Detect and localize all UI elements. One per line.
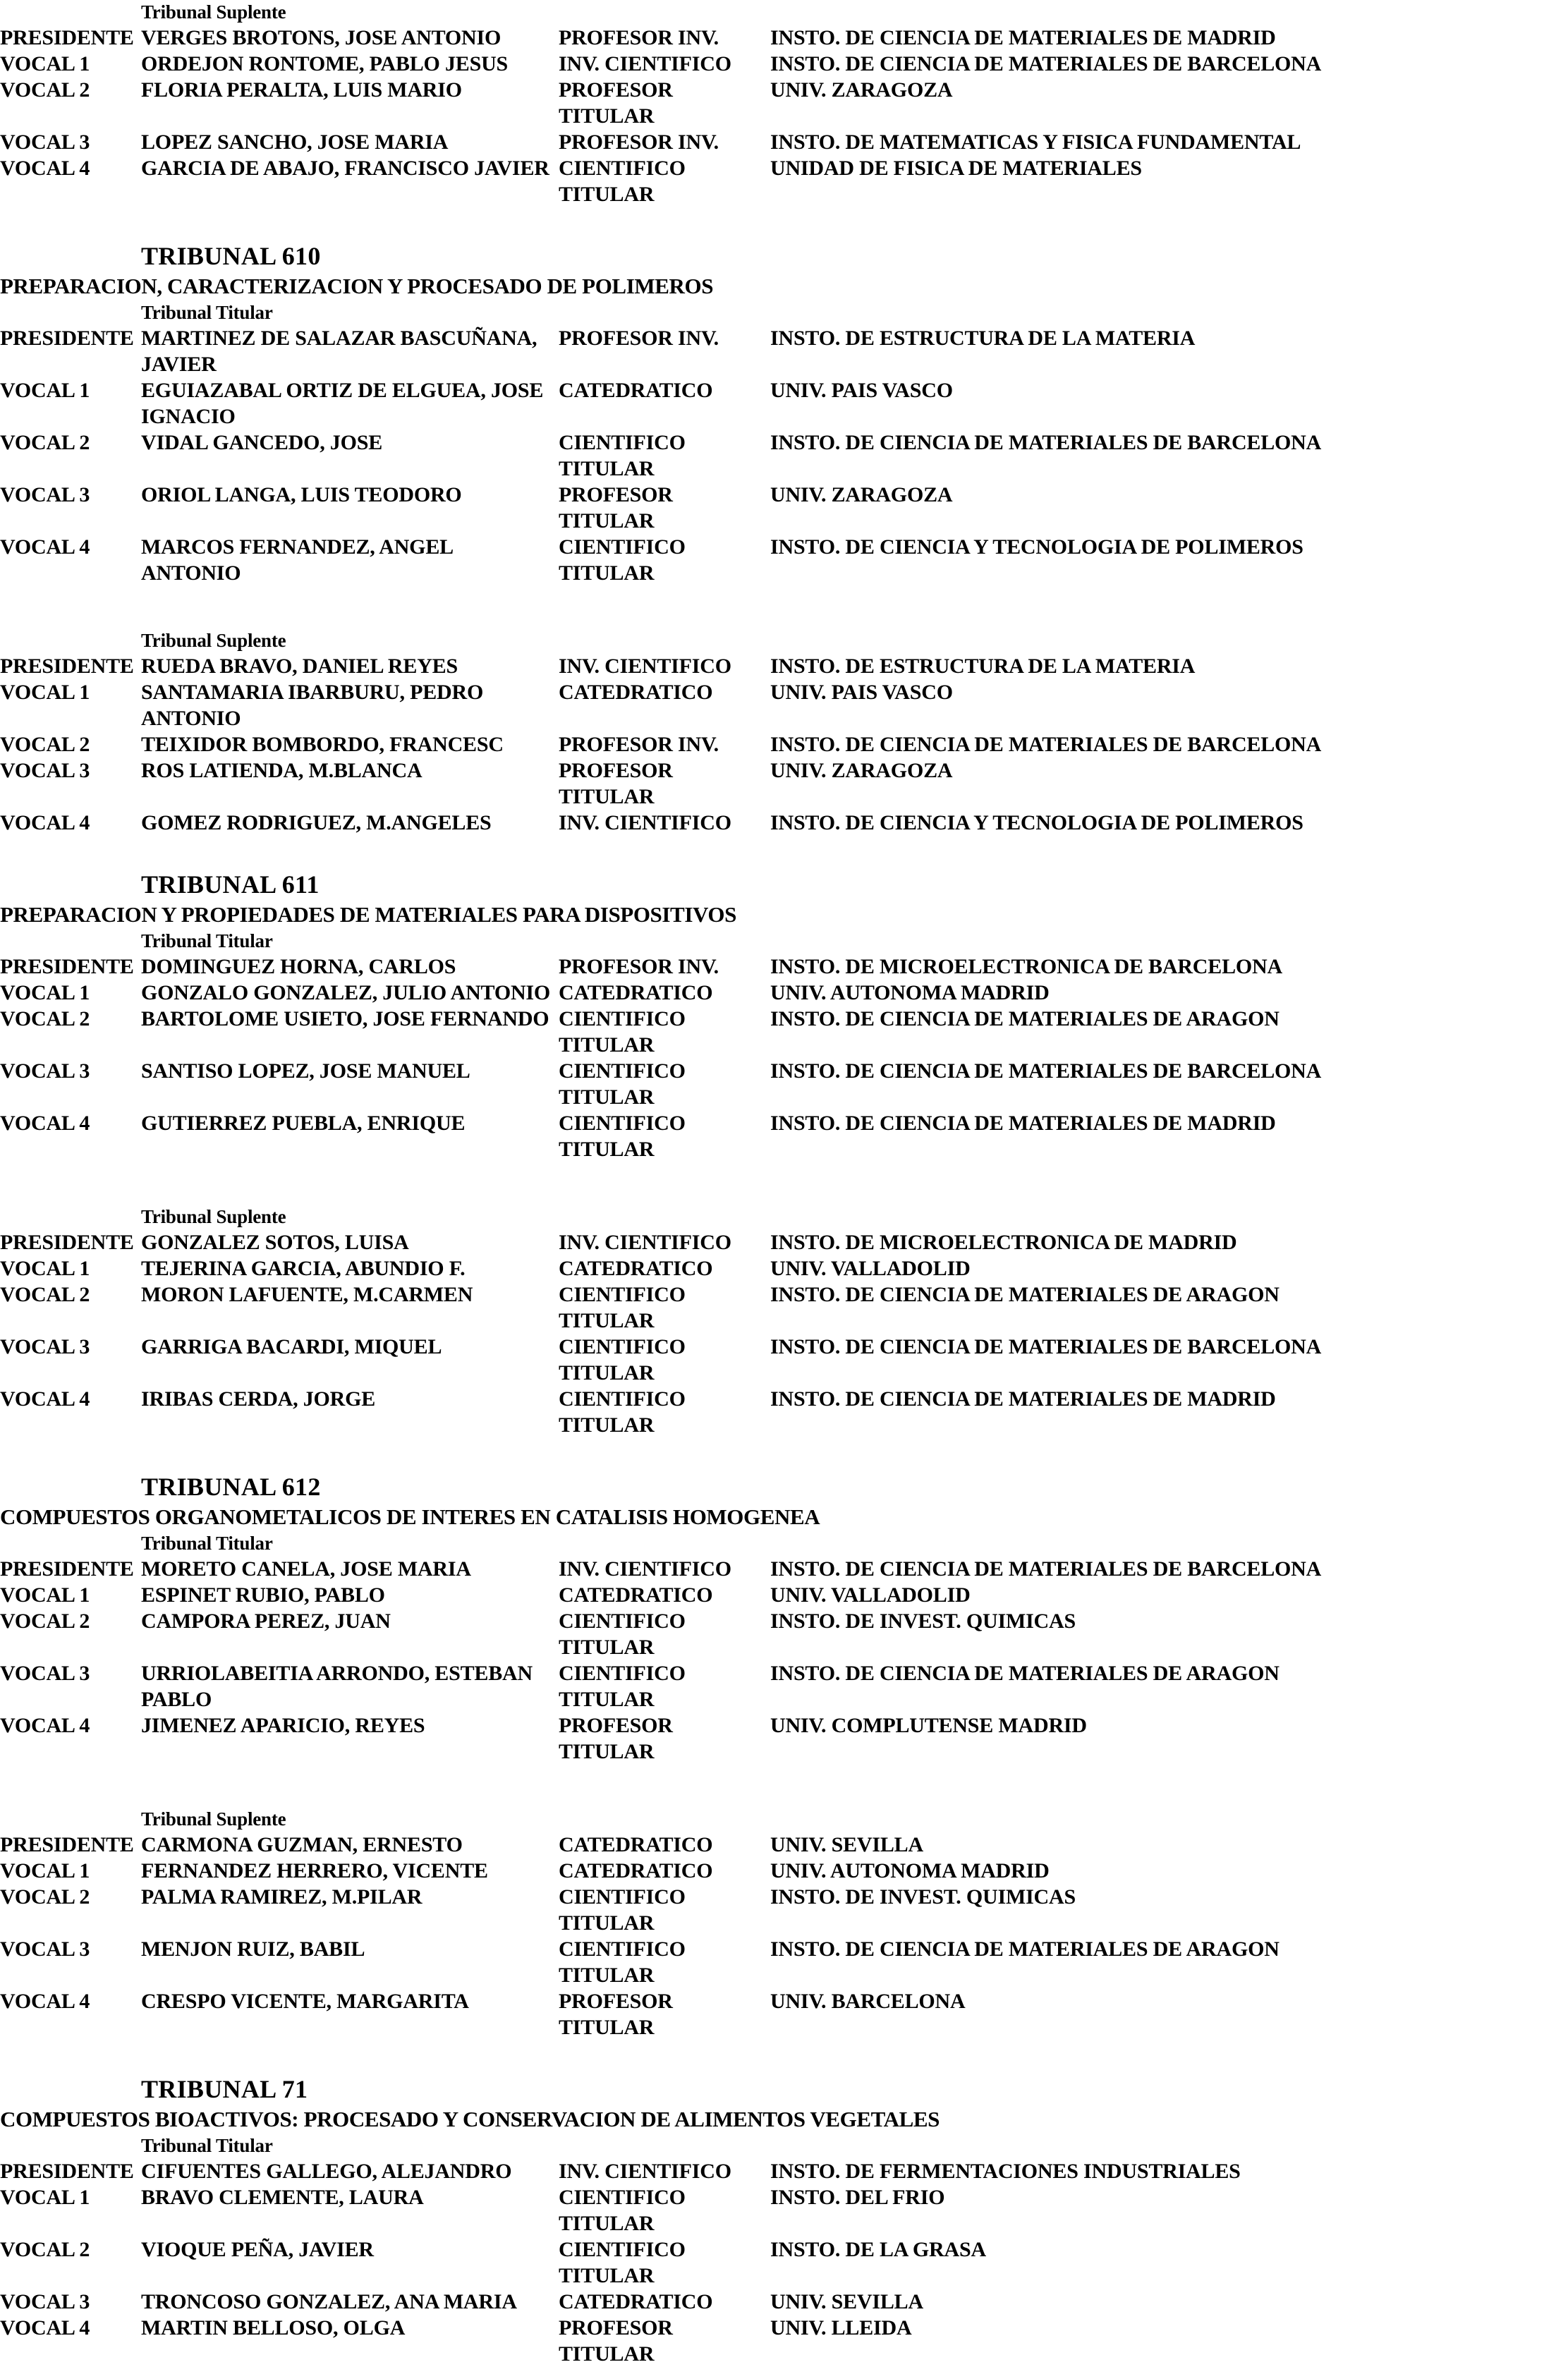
member-name: BRAVO CLEMENTE, LAURA bbox=[141, 2186, 424, 2209]
member-category: CATEDRATICO bbox=[559, 2290, 713, 2313]
member-name: SANTAMARIA IBARBURU, PEDRO ANTONIO bbox=[141, 681, 484, 730]
member-row bbox=[0, 810, 1568, 836]
spacer-between-tribunals bbox=[0, 2040, 1568, 2073]
member-category: CIENTIFICO TITULAR bbox=[559, 157, 686, 206]
member-name: ROS LATIENDA, M.BLANCA bbox=[141, 759, 423, 782]
member-category: CATEDRATICO bbox=[559, 681, 713, 704]
member-category: PROFESOR TITULAR bbox=[559, 2316, 673, 2366]
member-row bbox=[0, 1110, 1568, 1162]
member-institution: INSTO. DE CIENCIA DE MATERIALES DE ARAGON bbox=[770, 1007, 1280, 1030]
tribunal-subject: COMPUESTOS BIOACTIVOS: PROCESADO Y CONSERVACION DE ALIMENTOS VEGETALES bbox=[0, 2107, 940, 2131]
member-role: VOCAL 1 bbox=[0, 2186, 90, 2209]
member-role: PRESIDENTE bbox=[0, 26, 134, 49]
member-name: GARRIGA BACARDI, MIQUEL bbox=[141, 1335, 442, 1358]
member-role: VOCAL 3 bbox=[0, 1335, 90, 1358]
member-institution: INSTO. DE ESTRUCTURA DE LA MATERIA bbox=[770, 655, 1196, 678]
member-role: VOCAL 2 bbox=[0, 1007, 90, 1030]
member-row bbox=[0, 954, 1568, 980]
member-category: CIENTIFICO TITULAR bbox=[559, 1112, 686, 1161]
member-name: ORDEJON RONTOME, PABLO JESUS bbox=[141, 52, 509, 75]
member-institution: INSTO. DE FERMENTACIONES INDUSTRIALES bbox=[770, 2160, 1241, 2183]
member-name: JIMENEZ APARICIO, REYES bbox=[141, 1714, 425, 1737]
member-category: CATEDRATICO bbox=[559, 981, 713, 1004]
member-institution: UNIV. ZARAGOZA bbox=[770, 78, 953, 102]
member-institution: INSTO. DE CIENCIA DE MATERIALES DE ARAGON bbox=[770, 1662, 1280, 1685]
tribunal-title: TRIBUNAL 610 bbox=[141, 242, 321, 270]
member-name: EGUIAZABAL ORTIZ DE ELGUEA, JOSE IGNACIO bbox=[141, 379, 544, 428]
member-category: CIENTIFICO TITULAR bbox=[559, 535, 686, 585]
spacer-between-tribunals bbox=[0, 1438, 1568, 1471]
member-category: CIENTIFICO TITULAR bbox=[559, 1335, 686, 1385]
member-category: PROFESOR TITULAR bbox=[559, 1990, 673, 2039]
member-row bbox=[0, 1832, 1568, 1858]
member-row bbox=[0, 679, 1568, 731]
member-role: PRESIDENTE bbox=[0, 1557, 134, 1581]
member-institution: UNIDAD DE FISICA DE MATERIALES bbox=[770, 157, 1142, 180]
member-institution: INSTO. DE CIENCIA DE MATERIALES DE BARCELONA bbox=[770, 1557, 1322, 1581]
member-role: PRESIDENTE bbox=[0, 955, 134, 978]
member-row bbox=[0, 1255, 1568, 1282]
member-row bbox=[0, 1229, 1568, 1255]
member-category: PROFESOR INV. bbox=[559, 130, 719, 154]
member-category: CIENTIFICO TITULAR bbox=[559, 1283, 686, 1332]
member-name: LOPEZ SANCHO, JOSE MARIA bbox=[141, 130, 449, 154]
member-category: CIENTIFICO TITULAR bbox=[559, 1059, 686, 1109]
member-role: VOCAL 3 bbox=[0, 2290, 90, 2313]
member-name: GOMEZ RODRIGUEZ, M.ANGELES bbox=[141, 811, 492, 834]
member-category: CATEDRATICO bbox=[559, 1833, 713, 1856]
member-category: CIENTIFICO TITULAR bbox=[559, 2238, 686, 2287]
member-institution: UNIV. SEVILLA bbox=[770, 1833, 923, 1856]
member-row bbox=[0, 377, 1568, 430]
member-category: INV. CIENTIFICO bbox=[559, 2160, 731, 2183]
member-institution: INSTO. DE LA GRASA bbox=[770, 2238, 986, 2261]
tribunal-title: TRIBUNAL 612 bbox=[141, 1473, 321, 1501]
member-name: CARMONA GUZMAN, ERNESTO bbox=[141, 1833, 463, 1856]
tribunal-section bbox=[0, 1471, 1568, 2040]
member-name: MORON LAFUENTE, M.CARMEN bbox=[141, 1283, 473, 1306]
member-institution: INSTO. DEL FRIO bbox=[770, 2186, 945, 2209]
member-institution: INSTO. DE CIENCIA DE MATERIALES DE BARCELONA bbox=[770, 52, 1322, 75]
member-name: GUTIERREZ PUEBLA, ENRIQUE bbox=[141, 1112, 466, 1135]
member-institution: UNIV. COMPLUTENSE MADRID bbox=[770, 1714, 1087, 1737]
member-name: GONZALO GONZALEZ, JULIO ANTONIO bbox=[141, 981, 551, 1004]
member-row bbox=[0, 77, 1568, 129]
tribunal-subject: PREPARACION, CARACTERIZACION Y PROCESADO DE POLIMEROS bbox=[0, 274, 714, 298]
member-row bbox=[0, 1386, 1568, 1438]
tribunal-section bbox=[0, 2073, 1568, 2367]
member-role: VOCAL 3 bbox=[0, 1662, 90, 1685]
member-category: CATEDRATICO bbox=[559, 1859, 713, 1882]
member-role: PRESIDENTE bbox=[0, 1231, 134, 1254]
member-row bbox=[0, 129, 1568, 155]
member-role: VOCAL 4 bbox=[0, 2316, 90, 2339]
member-name: CIFUENTES GALLEGO, ALEJANDRO bbox=[141, 2160, 512, 2183]
member-role: PRESIDENTE bbox=[0, 327, 134, 350]
member-row bbox=[0, 2158, 1568, 2184]
member-row bbox=[0, 155, 1568, 207]
member-row bbox=[0, 757, 1568, 810]
member-name: ESPINET RUBIO, PABLO bbox=[141, 1583, 385, 1607]
top-panel bbox=[0, 0, 1568, 207]
member-row bbox=[0, 2184, 1568, 2237]
member-row bbox=[0, 51, 1568, 77]
member-name: URRIOLABEITIA ARRONDO, ESTEBAN PABLO bbox=[141, 1662, 533, 1711]
member-name: MARTIN BELLOSO, OLGA bbox=[141, 2316, 406, 2339]
spacer-between-tribunals bbox=[0, 836, 1568, 868]
member-role: VOCAL 1 bbox=[0, 1257, 90, 1280]
member-institution: INSTO. DE MICROELECTRONICA DE BARCELONA bbox=[770, 955, 1282, 978]
member-name: MARCOS FERNANDEZ, ANGEL ANTONIO bbox=[141, 535, 453, 585]
member-category: INV. CIENTIFICO bbox=[559, 1557, 731, 1581]
member-row bbox=[0, 1582, 1568, 1608]
member-name: MARTINEZ DE SALAZAR BASCUÑANA, JAVIER bbox=[141, 327, 537, 376]
member-row bbox=[0, 731, 1568, 757]
panel-label-titular: Tribunal Titular bbox=[141, 2135, 273, 2156]
tribunal-title: TRIBUNAL 611 bbox=[141, 870, 320, 899]
member-name: MORETO CANELA, JOSE MARIA bbox=[141, 1557, 471, 1581]
member-institution: INSTO. DE MICROELECTRONICA DE MADRID bbox=[770, 1231, 1237, 1254]
member-role: VOCAL 2 bbox=[0, 1610, 90, 1633]
panel-label-suplente: Tribunal Suplente bbox=[141, 630, 286, 651]
member-role: VOCAL 2 bbox=[0, 733, 90, 756]
member-name: GONZALEZ SOTOS, LUISA bbox=[141, 1231, 409, 1254]
member-institution: UNIV. BARCELONA bbox=[770, 1990, 966, 2013]
member-institution: INSTO. DE CIENCIA DE MATERIALES DE BARCELONA bbox=[770, 1335, 1322, 1358]
member-institution: INSTO. DE INVEST. QUIMICAS bbox=[770, 1885, 1076, 1909]
member-role: VOCAL 3 bbox=[0, 1059, 90, 1083]
member-category: PROFESOR INV. bbox=[559, 327, 719, 350]
member-name: FLORIA PERALTA, LUIS MARIO bbox=[141, 78, 462, 102]
member-institution: INSTO. DE CIENCIA DE MATERIALES DE BARCELONA bbox=[770, 733, 1322, 756]
panel-label-titular: Tribunal Titular bbox=[141, 930, 273, 951]
member-row bbox=[0, 2289, 1568, 2315]
member-row bbox=[0, 2315, 1568, 2367]
member-category: PROFESOR INV. bbox=[559, 26, 719, 49]
member-row bbox=[0, 1936, 1568, 1988]
member-row bbox=[0, 430, 1568, 482]
member-row bbox=[0, 25, 1568, 51]
member-name: IRIBAS CERDA, JORGE bbox=[141, 1387, 376, 1411]
member-name: DOMINGUEZ HORNA, CARLOS bbox=[141, 955, 456, 978]
member-role: VOCAL 1 bbox=[0, 1859, 90, 1882]
member-row bbox=[0, 1858, 1568, 1884]
member-category: CIENTIFICO TITULAR bbox=[559, 431, 686, 480]
member-institution: UNIV. PAIS VASCO bbox=[770, 681, 953, 704]
tribunal-section bbox=[0, 240, 1568, 836]
member-category: CIENTIFICO TITULAR bbox=[559, 2186, 686, 2235]
top-panel-rows bbox=[0, 25, 1568, 207]
member-category: INV. CIENTIFICO bbox=[559, 52, 731, 75]
member-role: VOCAL 1 bbox=[0, 379, 90, 402]
member-row bbox=[0, 1884, 1568, 1936]
member-role: VOCAL 3 bbox=[0, 759, 90, 782]
member-category: CIENTIFICO TITULAR bbox=[559, 1007, 686, 1057]
member-category: PROFESOR INV. bbox=[559, 955, 719, 978]
member-row bbox=[0, 325, 1568, 377]
member-category: INV. CIENTIFICO bbox=[559, 811, 731, 834]
member-role: VOCAL 2 bbox=[0, 2238, 90, 2261]
member-category: CIENTIFICO TITULAR bbox=[559, 1885, 686, 1935]
member-role: VOCAL 3 bbox=[0, 483, 90, 506]
member-name: MENJON RUIZ, BABIL bbox=[141, 1937, 365, 1961]
member-row bbox=[0, 534, 1568, 586]
member-category: CIENTIFICO TITULAR bbox=[559, 1937, 686, 1987]
member-role: VOCAL 1 bbox=[0, 681, 90, 704]
tribunal-subject: COMPUESTOS ORGANOMETALICOS DE INTERES EN CATALISIS HOMOGENEA bbox=[0, 1504, 820, 1529]
member-row bbox=[0, 1608, 1568, 1660]
member-institution: UNIV. ZARAGOZA bbox=[770, 759, 953, 782]
member-category: CIENTIFICO TITULAR bbox=[559, 1662, 686, 1711]
tribunal-subject: PREPARACION Y PROPIEDADES DE MATERIALES PARA DISPOSITIVOS bbox=[0, 902, 736, 927]
member-role: VOCAL 4 bbox=[0, 535, 90, 559]
member-institution: INSTO. DE CIENCIA DE MATERIALES DE BARCELONA bbox=[770, 431, 1322, 454]
panel-label-titular: Tribunal Titular bbox=[141, 1533, 273, 1554]
member-category: PROFESOR TITULAR bbox=[559, 483, 673, 533]
member-institution: UNIV. PAIS VASCO bbox=[770, 379, 953, 402]
member-role: VOCAL 4 bbox=[0, 1387, 90, 1411]
member-category: PROFESOR TITULAR bbox=[559, 1714, 673, 1763]
member-institution: INSTO. DE INVEST. QUIMICAS bbox=[770, 1610, 1076, 1633]
member-institution: UNIV. LLEIDA bbox=[770, 2316, 912, 2339]
member-institution: UNIV. VALLADOLID bbox=[770, 1257, 971, 1280]
member-row bbox=[0, 1282, 1568, 1334]
member-category: CATEDRATICO bbox=[559, 379, 713, 402]
member-name: TEJERINA GARCIA, ABUNDIO F. bbox=[141, 1257, 466, 1280]
spacer-before-suplente bbox=[0, 586, 1568, 628]
member-role: PRESIDENTE bbox=[0, 655, 134, 678]
member-name: VIDAL GANCEDO, JOSE bbox=[141, 431, 383, 454]
member-name: RUEDA BRAVO, DANIEL REYES bbox=[141, 655, 458, 678]
member-row bbox=[0, 653, 1568, 679]
spacer-before-suplente bbox=[0, 1162, 1568, 1205]
member-institution: INSTO. DE CIENCIA DE MATERIALES DE ARAGON bbox=[770, 1937, 1280, 1961]
member-name: ORIOL LANGA, LUIS TEODORO bbox=[141, 483, 462, 506]
member-name: TEIXIDOR BOMBORDO, FRANCESC bbox=[141, 733, 504, 756]
panel-label-suplente: Tribunal Suplente bbox=[141, 1206, 286, 1227]
member-category: CATEDRATICO bbox=[559, 1583, 713, 1607]
member-category: PROFESOR INV. bbox=[559, 733, 719, 756]
member-category: CIENTIFICO TITULAR bbox=[559, 1610, 686, 1659]
member-institution: UNIV. ZARAGOZA bbox=[770, 483, 953, 506]
member-name: CRESPO VICENTE, MARGARITA bbox=[141, 1990, 469, 2013]
member-row bbox=[0, 2237, 1568, 2289]
member-role: VOCAL 1 bbox=[0, 1583, 90, 1607]
tribunal-section bbox=[0, 868, 1568, 1438]
member-name: VERGES BROTONS, JOSE ANTONIO bbox=[141, 26, 502, 49]
member-institution: INSTO. DE MATEMATICAS Y FISICA FUNDAMENTAL bbox=[770, 130, 1301, 154]
spacer bbox=[0, 207, 1568, 240]
member-role: PRESIDENTE bbox=[0, 1833, 134, 1856]
member-category: INV. CIENTIFICO bbox=[559, 1231, 731, 1254]
member-role: PRESIDENTE bbox=[0, 2160, 134, 2183]
tribunals-container bbox=[0, 240, 1568, 2367]
member-category: CATEDRATICO bbox=[559, 1257, 713, 1280]
member-institution: INSTO. DE CIENCIA DE MATERIALES DE MADRID bbox=[770, 1387, 1276, 1411]
member-institution: UNIV. AUTONOMA MADRID bbox=[770, 981, 1050, 1004]
member-category: CIENTIFICO TITULAR bbox=[559, 1387, 686, 1437]
member-category: PROFESOR TITULAR bbox=[559, 78, 673, 128]
member-institution: INSTO. DE ESTRUCTURA DE LA MATERIA bbox=[770, 327, 1196, 350]
member-row bbox=[0, 1556, 1568, 1582]
member-name: TRONCOSO GONZALEZ, ANA MARIA bbox=[141, 2290, 517, 2313]
member-institution: INSTO. DE CIENCIA DE MATERIALES DE MADRID bbox=[770, 26, 1276, 49]
spacer-before-suplente bbox=[0, 1765, 1568, 1807]
member-row bbox=[0, 1660, 1568, 1712]
member-category: PROFESOR TITULAR bbox=[559, 759, 673, 808]
member-role: VOCAL 2 bbox=[0, 1885, 90, 1909]
member-row bbox=[0, 1006, 1568, 1058]
member-role: VOCAL 3 bbox=[0, 1937, 90, 1961]
member-row bbox=[0, 1334, 1568, 1386]
member-role: VOCAL 1 bbox=[0, 52, 90, 75]
panel-label-suplente: Tribunal Suplente bbox=[141, 1808, 286, 1830]
member-institution: INSTO. DE CIENCIA DE MATERIALES DE ARAGON bbox=[770, 1283, 1280, 1306]
member-role: VOCAL 4 bbox=[0, 811, 90, 834]
member-role: VOCAL 2 bbox=[0, 1283, 90, 1306]
member-role: VOCAL 3 bbox=[0, 130, 90, 154]
member-institution: INSTO. DE CIENCIA DE MATERIALES DE MADRID bbox=[770, 1112, 1276, 1135]
member-institution: UNIV. VALLADOLID bbox=[770, 1583, 971, 1607]
member-row bbox=[0, 1988, 1568, 2040]
member-role: VOCAL 4 bbox=[0, 1990, 90, 2013]
member-role: VOCAL 2 bbox=[0, 78, 90, 102]
member-institution: UNIV. SEVILLA bbox=[770, 2290, 923, 2313]
member-name: FERNANDEZ HERRERO, VICENTE bbox=[141, 1859, 488, 1882]
member-row bbox=[0, 1712, 1568, 1765]
member-role: VOCAL 4 bbox=[0, 1112, 90, 1135]
panel-label-suplente: Tribunal Suplente bbox=[141, 1, 286, 23]
member-institution: UNIV. AUTONOMA MADRID bbox=[770, 1859, 1050, 1882]
member-role: VOCAL 4 bbox=[0, 1714, 90, 1737]
member-row bbox=[0, 1058, 1568, 1110]
member-name: VIOQUE PEÑA, JAVIER bbox=[141, 2238, 374, 2261]
member-name: GARCIA DE ABAJO, FRANCISCO JAVIER bbox=[141, 157, 549, 180]
member-category: INV. CIENTIFICO bbox=[559, 655, 731, 678]
member-name: PALMA RAMIREZ, M.PILAR bbox=[141, 1885, 423, 1909]
panel-label-titular: Tribunal Titular bbox=[141, 302, 273, 323]
member-role: VOCAL 4 bbox=[0, 157, 90, 180]
member-institution: INSTO. DE CIENCIA Y TECNOLOGIA DE POLIMEROS bbox=[770, 811, 1303, 834]
member-institution: INSTO. DE CIENCIA DE MATERIALES DE BARCELONA bbox=[770, 1059, 1322, 1083]
member-institution: INSTO. DE CIENCIA Y TECNOLOGIA DE POLIMEROS bbox=[770, 535, 1303, 559]
member-role: VOCAL 2 bbox=[0, 431, 90, 454]
member-row bbox=[0, 980, 1568, 1006]
member-row bbox=[0, 482, 1568, 534]
tribunal-title: TRIBUNAL 71 bbox=[141, 2075, 308, 2103]
member-name: CAMPORA PEREZ, JUAN bbox=[141, 1610, 391, 1633]
member-role: VOCAL 1 bbox=[0, 981, 90, 1004]
member-name: SANTISO LOPEZ, JOSE MANUEL bbox=[141, 1059, 470, 1083]
member-name: BARTOLOME USIETO, JOSE FERNANDO bbox=[141, 1007, 549, 1030]
